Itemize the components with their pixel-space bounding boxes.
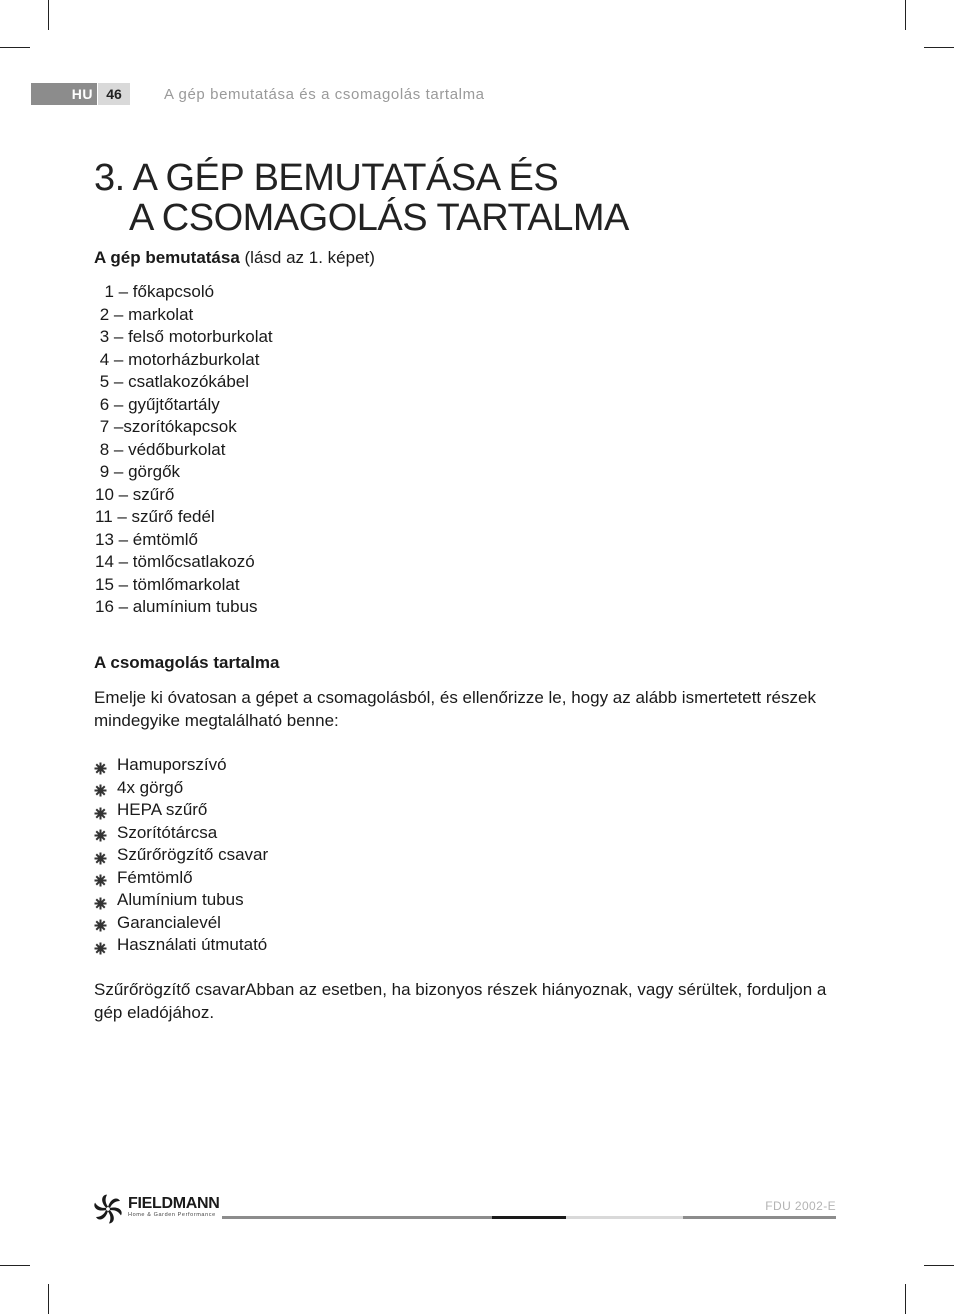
brand-tagline: Home & Garden Performance [128,1212,216,1218]
crop-mark [924,1265,954,1266]
part-item: 5 – csatlakozókábel [95,372,250,391]
bullet-icon [94,849,107,862]
page-number: 46 [98,83,130,105]
section-heading-package-contents [94,653,280,673]
part-item: 15 – tömlőmarkolat [95,574,240,594]
contents-item [94,799,268,822]
contents-item [94,867,268,890]
section-heading-bold: A csomagolás tartalma [94,653,280,672]
contents-item-label: HEPA szűrő [117,800,208,819]
part-item: 2 – markolat [95,304,194,324]
part-item: 4 – motorházburkolat [95,349,260,369]
bullet-icon [94,781,107,794]
contents-item-label: Szűrőrögzítő csavar [117,845,269,864]
crop-mark [48,0,49,30]
page-title-line1: 3. A GÉP BEMUTATÁSA ÉS [94,157,559,199]
running-header-title: A gép bemutatása és a csomagolás tartalma [164,86,485,103]
contents-item-label: Alumínium tubus [117,890,244,909]
section-heading-machine-overview [94,248,375,268]
footer-bar-segment [222,1216,492,1219]
bullet-icon [94,826,107,839]
part-item: 10 – szűrő [95,484,175,504]
contents-item-label: 4x görgő [117,777,184,797]
bullet-icon [94,759,107,772]
intro-paragraph: Emelje ki óvatosan a gépet a csomagolásból, és ellenőrizze le, hogy az alább ismertetett részek mindegyike megtalálható benne: [94,688,816,730]
contents-item-label: Fémtömlő [117,867,193,887]
footer-bar-segment [492,1216,566,1219]
bullet-icon [94,939,107,952]
crop-mark [924,47,954,48]
outro-paragraph: Szűrőrögzítő csavarAbban az esetben, ha bizonyos részek hiányoznak, vagy sérültek, forduljon a gép eladójához. [94,980,827,1022]
bullet-icon [94,916,107,929]
crop-mark [0,47,30,48]
contents-item-label: Használati útmutató [117,935,268,954]
contents-list [94,754,268,957]
part-item: 8 – védőburkolat [95,439,226,459]
crop-mark [905,0,906,30]
contents-item [94,889,268,912]
bullet-icon [94,804,107,817]
part-item: 9 – görgők [95,462,181,481]
part-item: 14 – tömlőcsatlakozó [95,552,255,571]
bullet-icon [94,871,107,884]
crop-mark [905,1284,906,1314]
footer-bar-segment [683,1216,836,1219]
crop-mark [0,1265,30,1266]
model-code: FDU 2002-E [765,1199,836,1213]
contents-item [94,934,268,957]
part-item: 11 – szűrő fedél [95,507,215,526]
contents-item-label: Garancialevél [117,912,221,932]
part-item: 1 – főkapcsoló [95,282,215,301]
page-title-line2: A CSOMAGOLÁS TARTALMA [129,197,629,239]
page-title [94,158,629,238]
footer-bar-segment [566,1216,683,1219]
contents-item [94,754,268,777]
part-item: 3 – felső motorburkolat [95,327,273,346]
part-item: 16 – alumínium tubus [95,597,258,616]
contents-item-label: Hamuporszívó [117,755,227,774]
parts-list [95,281,273,619]
crop-mark [48,1284,49,1314]
contents-item-label: Szorítótárcsa [117,822,218,842]
language-badge: HU [31,83,97,105]
fieldmann-logo [94,1193,224,1225]
section-heading-note: (lásd az 1. képet) [239,248,375,267]
section-heading-bold: A gép bemutatása [94,248,240,267]
contents-item [94,912,268,935]
part-item: 7 –szorítókapcsok [95,417,237,436]
contents-item [94,777,268,800]
contents-item [94,844,268,867]
part-item: 6 – gyűjtőtartály [95,394,220,414]
brand-name: FIELDMANN [128,1195,220,1212]
bullet-icon [94,894,107,907]
part-item: 13 – émtömlő [95,529,198,549]
contents-item [94,822,268,845]
